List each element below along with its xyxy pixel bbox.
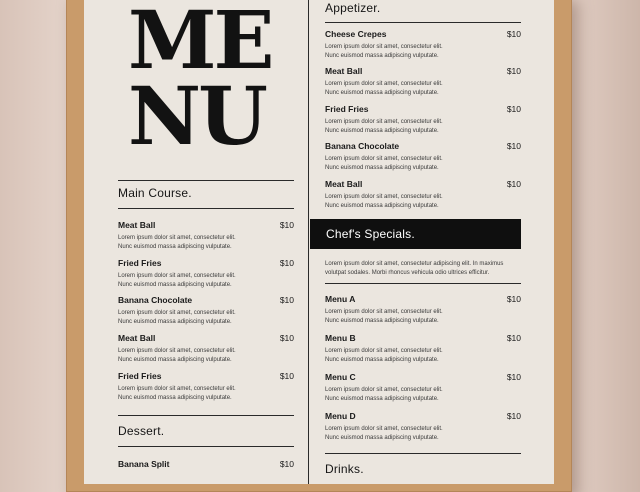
item-description-line: Nunc euismod massa adipiscing vulputate. <box>325 357 439 363</box>
item-description <box>325 347 521 365</box>
item-price: $10 <box>279 459 294 469</box>
item-name: Meat Ball <box>325 66 363 76</box>
item-description-line: Nunc euismod massa adipiscing vulputate. <box>325 128 439 134</box>
menu-poster <box>84 0 554 484</box>
item-description <box>118 272 294 290</box>
section-divider <box>118 180 294 181</box>
menu-item <box>118 295 294 327</box>
menu-item <box>325 66 521 98</box>
menu-title <box>128 0 298 163</box>
menu-item <box>325 411 521 443</box>
specials-description-line: volutpat sodales. Morbi rhoncus vehicula odio ultrices efficitur. <box>325 270 490 276</box>
item-price: $10 <box>506 141 521 151</box>
item-description-line: Lorem ipsum dolor sit amet, consectetur elit. <box>325 194 443 200</box>
item-description-line: Nunc euismod massa adipiscing vulputate. <box>325 203 439 209</box>
menu-item <box>325 29 521 61</box>
specials-description <box>325 260 525 278</box>
item-price: $10 <box>506 179 521 189</box>
item-price: $10 <box>506 411 521 421</box>
item-description-line: Lorem ipsum dolor sit amet, consectetur elit. <box>118 310 236 316</box>
item-description <box>325 386 521 404</box>
item-description <box>325 193 521 211</box>
item-description-line: Lorem ipsum dolor sit amet, consectetur elit. <box>325 426 443 432</box>
section-title-drinks: Drinks. <box>325 462 364 476</box>
item-name: Meat Ball <box>118 333 156 343</box>
section-divider <box>118 415 294 416</box>
item-name: Fried Fries <box>325 104 369 114</box>
menu-item <box>325 104 521 136</box>
item-description-line: Lorem ipsum dolor sit amet, consectetur elit. <box>118 235 236 241</box>
menu-item <box>118 459 294 469</box>
item-name: Cheese Crepes <box>325 29 387 39</box>
column-divider <box>308 0 309 484</box>
section-title-main-course: Main Course. <box>118 186 192 200</box>
menu-item <box>325 179 521 211</box>
menu-item <box>118 333 294 365</box>
item-description <box>118 385 294 403</box>
item-name: Meat Ball <box>325 179 363 189</box>
item-description <box>325 118 521 136</box>
item-price: $10 <box>506 294 521 304</box>
item-name: Menu B <box>325 333 356 343</box>
menu-title-line: ME <box>128 0 272 87</box>
menu-item <box>325 333 521 365</box>
menu-item <box>118 258 294 290</box>
menu-item <box>325 141 521 173</box>
item-description-line: Nunc euismod massa adipiscing vulputate. <box>118 319 232 325</box>
specials-description-line: Lorem ipsum dolor sit amet, consectetur adipiscing elit. In maximus <box>325 261 504 267</box>
item-name: Meat Ball <box>118 220 156 230</box>
item-description-line: Nunc euismod massa adipiscing vulputate. <box>325 90 439 96</box>
item-description-line: Lorem ipsum dolor sit amet, consectetur elit. <box>118 348 236 354</box>
item-description-line: Nunc euismod massa adipiscing vulputate. <box>118 282 232 288</box>
item-price: $10 <box>506 333 521 343</box>
item-description-line: Nunc euismod massa adipiscing vulputate. <box>325 53 439 59</box>
section-divider <box>118 446 294 447</box>
item-price: $10 <box>279 220 294 230</box>
item-name: Fried Fries <box>118 371 162 381</box>
item-description-line: Lorem ipsum dolor sit amet, consectetur elit. <box>325 387 443 393</box>
item-description-line: Lorem ipsum dolor sit amet, consectetur elit. <box>325 309 443 315</box>
item-price: $10 <box>279 371 294 381</box>
item-description-line: Lorem ipsum dolor sit amet, consectetur elit. <box>325 44 443 50</box>
item-description-line: Lorem ipsum dolor sit amet, consectetur elit. <box>325 81 443 87</box>
item-description-line: Lorem ipsum dolor sit amet, consectetur elit. <box>325 156 443 162</box>
item-description-line: Lorem ipsum dolor sit amet, consectetur elit. <box>118 273 236 279</box>
item-description <box>325 155 521 173</box>
section-divider <box>325 22 521 23</box>
item-price: $10 <box>506 66 521 76</box>
item-name: Banana Chocolate <box>118 295 193 305</box>
item-description-line: Nunc euismod massa adipiscing vulputate. <box>325 435 439 441</box>
section-title-dessert: Dessert. <box>118 424 165 438</box>
menu-item <box>325 372 521 404</box>
item-price: $10 <box>506 372 521 382</box>
item-description <box>325 80 521 98</box>
item-description-line: Nunc euismod massa adipiscing vulputate. <box>325 318 439 324</box>
specials-banner <box>310 219 521 249</box>
item-description <box>118 347 294 365</box>
item-description-line: Lorem ipsum dolor sit amet, consectetur elit. <box>118 386 236 392</box>
item-name: Banana Chocolate <box>325 141 400 151</box>
item-name: Fried Fries <box>118 258 162 268</box>
menu-title-line: NU <box>128 69 265 163</box>
item-description-line: Lorem ipsum dolor sit amet, consectetur elit. <box>325 119 443 125</box>
item-description <box>325 425 521 443</box>
item-price: $10 <box>506 29 521 39</box>
item-description-line: Nunc euismod massa adipiscing vulputate. <box>118 395 232 401</box>
section-title-appetizer: Appetizer. <box>325 1 381 15</box>
section-divider <box>325 453 521 454</box>
item-description <box>118 309 294 327</box>
section-divider <box>325 283 521 284</box>
menu-item <box>118 220 294 252</box>
item-description <box>325 308 521 326</box>
item-price: $10 <box>279 333 294 343</box>
item-description-line: Nunc euismod massa adipiscing vulputate. <box>325 165 439 171</box>
item-description-line: Nunc euismod massa adipiscing vulputate. <box>118 357 232 363</box>
item-description <box>325 43 521 61</box>
item-description-line: Nunc euismod massa adipiscing vulputate. <box>118 244 232 250</box>
item-name: Menu C <box>325 372 356 382</box>
item-description-line: Nunc euismod massa adipiscing vulputate. <box>325 396 439 402</box>
section-divider <box>118 208 294 209</box>
item-description <box>118 234 294 252</box>
menu-item <box>118 371 294 403</box>
item-price: $10 <box>506 104 521 114</box>
menu-item <box>325 294 521 326</box>
section-title-chefs-specials: Chef's Specials. <box>326 227 415 241</box>
item-description-line: Lorem ipsum dolor sit amet, consectetur elit. <box>325 348 443 354</box>
item-name: Menu D <box>325 411 356 421</box>
item-price: $10 <box>279 258 294 268</box>
item-name: Menu A <box>325 294 356 304</box>
item-price: $10 <box>279 295 294 305</box>
item-name: Banana Split <box>118 459 170 469</box>
